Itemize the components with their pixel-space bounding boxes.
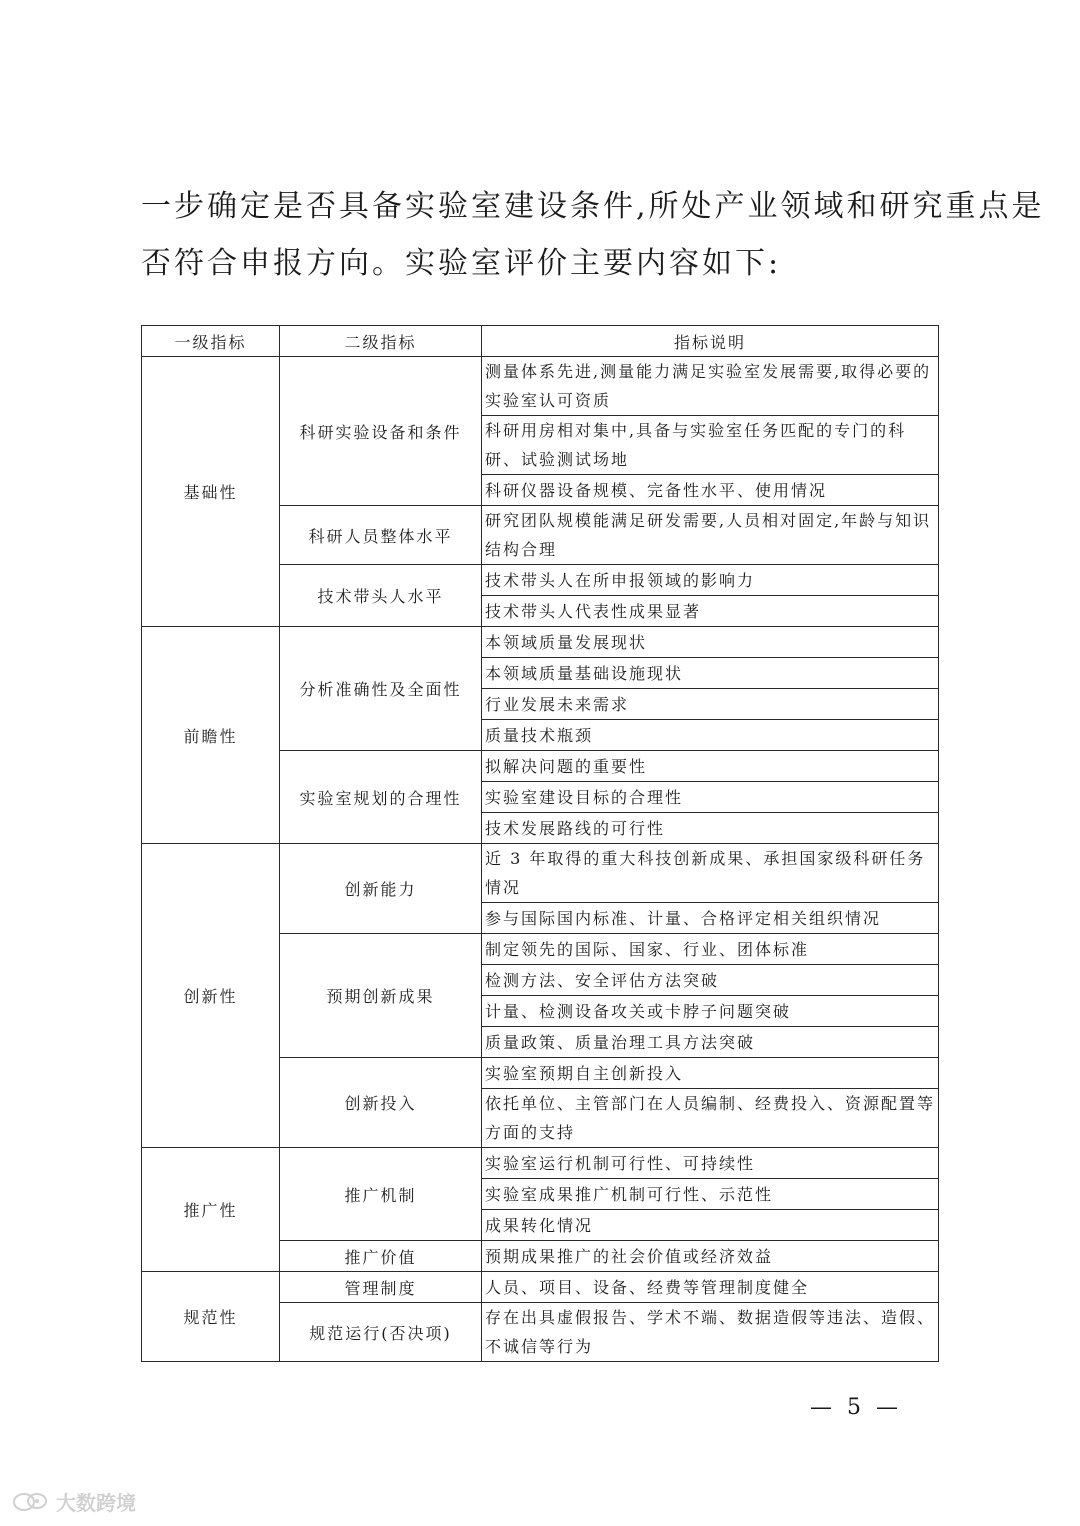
indicator-description: 质量技术瓶颈 bbox=[482, 720, 939, 751]
indicator-description: 拟解决问题的重要性 bbox=[482, 751, 939, 782]
indicator-description: 依托单位、主管部门在人员编制、经费投入、资源配置等方面的支持 bbox=[482, 1089, 939, 1148]
level2-indicator: 创新能力 bbox=[280, 844, 482, 934]
indicator-description: 实验室预期自主创新投入 bbox=[482, 1058, 939, 1089]
watermark-text: 大数跨境 bbox=[56, 1491, 136, 1515]
level1-indicator: 基础性 bbox=[142, 357, 280, 627]
indicator-description: 检测方法、安全评估方法突破 bbox=[482, 965, 939, 996]
table-row bbox=[142, 1148, 939, 1179]
page-number: — 5 — bbox=[810, 1395, 902, 1420]
table-row bbox=[142, 627, 939, 658]
intro-line-2: 否符合申报方向。实验室评价主要内容如下: bbox=[141, 246, 782, 281]
level1-indicator: 前瞻性 bbox=[142, 627, 280, 844]
level1-indicator: 推广性 bbox=[142, 1148, 280, 1272]
indicator-description: 技术带头人代表性成果显著 bbox=[482, 596, 939, 627]
indicator-description: 实验室建设目标的合理性 bbox=[482, 782, 939, 813]
header-level2: 二级指标 bbox=[280, 326, 482, 357]
table-header-row bbox=[142, 326, 939, 357]
level1-indicator: 创新性 bbox=[142, 844, 280, 1148]
intro-paragraph bbox=[141, 178, 1045, 292]
indicator-description: 本领域质量基础设施现状 bbox=[482, 658, 939, 689]
indicator-description: 制定领先的国际、国家、行业、团体标准 bbox=[482, 934, 939, 965]
level2-indicator: 技术带头人水平 bbox=[280, 565, 482, 627]
header-description: 指标说明 bbox=[482, 326, 939, 357]
indicator-description: 实验室成果推广机制可行性、示范性 bbox=[482, 1179, 939, 1210]
indicator-description: 预期成果推广的社会价值或经济效益 bbox=[482, 1241, 939, 1272]
table-row bbox=[142, 357, 939, 416]
indicator-description: 行业发展未来需求 bbox=[482, 689, 939, 720]
chat-bubble-icon bbox=[12, 1491, 50, 1513]
level2-indicator: 科研实验设备和条件 bbox=[280, 357, 482, 506]
level2-indicator: 管理制度 bbox=[280, 1272, 482, 1303]
evaluation-table bbox=[141, 325, 939, 1362]
indicator-description: 成果转化情况 bbox=[482, 1210, 939, 1241]
indicator-description: 近 3 年取得的重大科技创新成果、承担国家级科研任务情况 bbox=[482, 844, 939, 903]
indicator-description: 实验室运行机制可行性、可持续性 bbox=[482, 1148, 939, 1179]
table-row bbox=[142, 1272, 939, 1303]
indicator-description: 测量体系先进,测量能力满足实验室发展需要,取得必要的实验室认可资质 bbox=[482, 357, 939, 416]
indicator-description: 存在出具虚假报告、学术不端、数据造假等违法、造假、不诚信等行为 bbox=[482, 1303, 939, 1362]
table-body bbox=[142, 357, 939, 1362]
indicator-description: 参与国际国内标准、计量、合格评定相关组织情况 bbox=[482, 903, 939, 934]
indicator-description: 技术发展路线的可行性 bbox=[482, 813, 939, 844]
level2-indicator: 规范运行(否决项) bbox=[280, 1303, 482, 1362]
level1-indicator: 规范性 bbox=[142, 1272, 280, 1362]
indicator-description: 本领域质量发展现状 bbox=[482, 627, 939, 658]
level2-indicator: 创新投入 bbox=[280, 1058, 482, 1148]
watermark bbox=[12, 1487, 136, 1516]
level2-indicator: 推广价值 bbox=[280, 1241, 482, 1272]
indicator-description: 人员、项目、设备、经费等管理制度健全 bbox=[482, 1272, 939, 1303]
header-level1: 一级指标 bbox=[142, 326, 280, 357]
indicator-description: 研究团队规模能满足研发需要,人员相对固定,年龄与知识结构合理 bbox=[482, 506, 939, 565]
level2-indicator: 实验室规划的合理性 bbox=[280, 751, 482, 844]
level2-indicator: 预期创新成果 bbox=[280, 934, 482, 1058]
indicator-description: 计量、检测设备攻关或卡脖子问题突破 bbox=[482, 996, 939, 1027]
indicator-description: 科研用房相对集中,具备与实验室任务匹配的专门的科研、试验测试场地 bbox=[482, 416, 939, 475]
level2-indicator: 科研人员整体水平 bbox=[280, 506, 482, 565]
level2-indicator: 推广机制 bbox=[280, 1148, 482, 1241]
indicator-description: 质量政策、质量治理工具方法突破 bbox=[482, 1027, 939, 1058]
level2-indicator: 分析准确性及全面性 bbox=[280, 627, 482, 751]
intro-line-1: 一步确定是否具备实验室建设条件,所处产业领域和研究重点是 bbox=[141, 189, 1045, 224]
indicator-description: 科研仪器设备规模、完备性水平、使用情况 bbox=[482, 475, 939, 506]
table-row bbox=[142, 844, 939, 903]
indicator-description: 技术带头人在所申报领域的影响力 bbox=[482, 565, 939, 596]
